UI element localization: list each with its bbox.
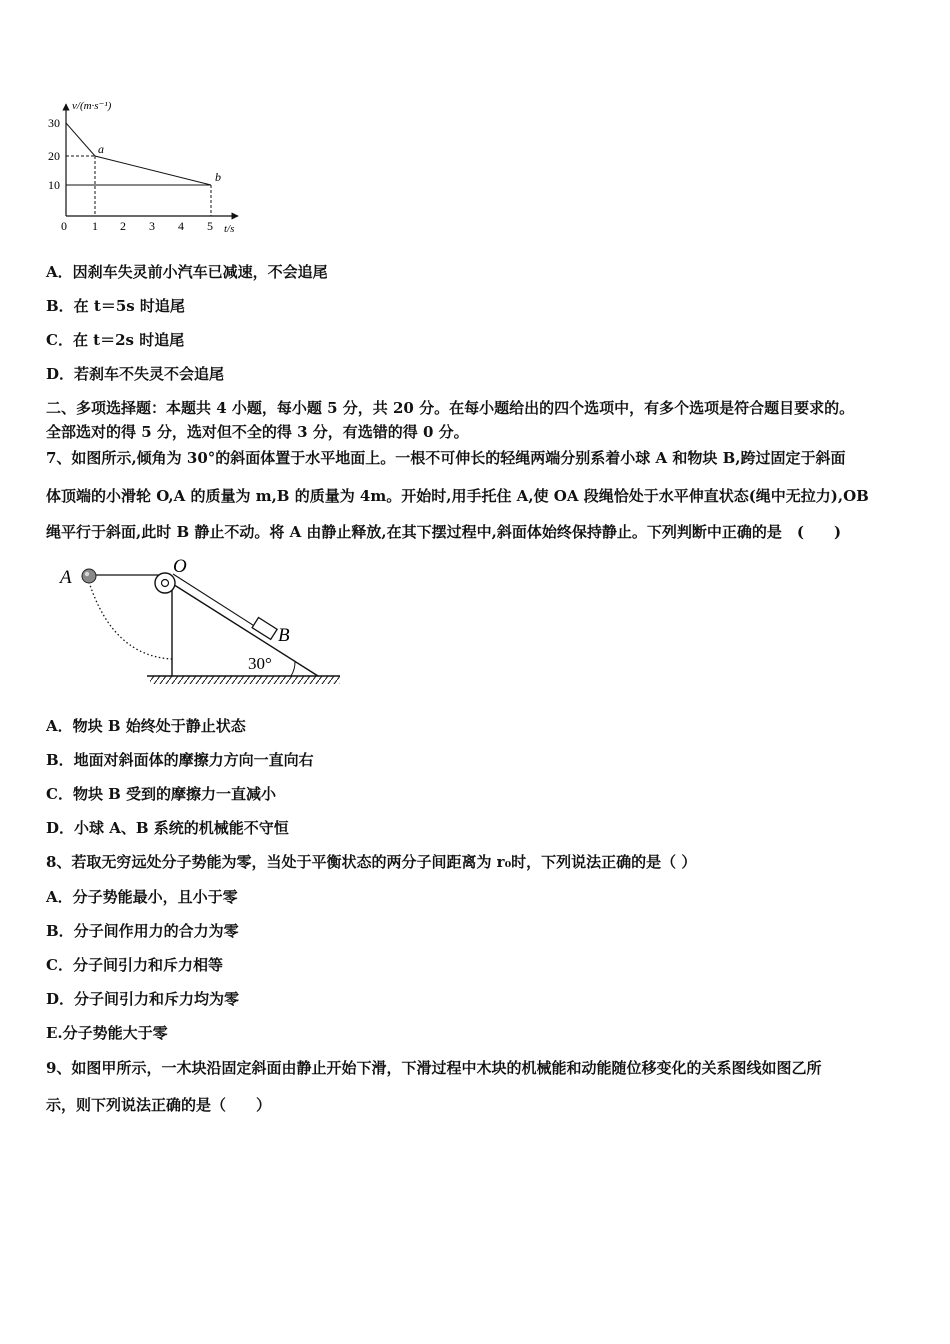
section-2-scoring: 全部选对的得 5 分，选对但不全的得 3 分，有选错的得 0 分。: [46, 423, 469, 441]
q7-option-a: A．物块 B 始终处于静止状态: [46, 717, 246, 735]
q7-stem-line1: 7、如图所示,倾角为 30°的斜面体置于水平地面上。一根不可伸长的轻绳两端分别系着小球 A 和物块 B,跨过固定于斜面: [46, 449, 846, 467]
incline-pulley-figure: [55, 552, 350, 692]
q8-option-d: D．分子间引力和斥力均为零: [46, 990, 240, 1008]
q6-option-d: D．若刹车不失灵不会追尾: [46, 365, 225, 383]
q9-stem-line2: 示，则下列说法正确的是（ ）: [46, 1096, 272, 1114]
label-a: A: [60, 567, 72, 588]
x-tick-3: 3: [149, 219, 155, 233]
swing-arc: [89, 582, 172, 659]
q7-option-d: D．小球 A、B 系统的机械能不守恒: [46, 819, 289, 837]
q8-option-c: C．分子间引力和斥力相等: [46, 956, 223, 974]
ball-a: [82, 569, 96, 583]
line-car-decel: [66, 123, 211, 185]
y-tick-20: 20: [48, 149, 60, 163]
y-axis-label: v/(m·s⁻¹): [72, 100, 112, 112]
point-b-label: b: [215, 170, 221, 184]
q7-stem-line2: 体顶端的小滑轮 O,A 的质量为 m,B 的质量为 4m。开始时,用手托住 A,使 OA 段绳恰处于水平伸直状态(绳中无拉力),OB: [46, 487, 869, 505]
q8-stem: 8、若取无穷远处分子势能为零，当处于平衡状态的两分子间距离为 r₀时，下列说法正确的是（ ）: [46, 853, 697, 871]
y-tick-10: 10: [48, 178, 60, 192]
section-2-heading: 二、多项选择题：本题共 4 小题，每小题 5 分，共 20 分。在每小题给出的四个选项中，有多个选项是符合题目要求的。: [46, 399, 855, 417]
angle-arc: [291, 661, 295, 676]
ground-hatch: [150, 676, 340, 684]
x-axis-label: t/s: [224, 223, 235, 235]
x-tick-1: 1: [92, 219, 98, 233]
velocity-time-graph: [40, 92, 250, 242]
q7-option-c: C．物块 B 受到的摩擦力一直减小: [46, 785, 277, 803]
y-tick-30: 30: [48, 116, 60, 130]
ball-highlight: [85, 572, 89, 576]
q8-option-e: E.分子势能大于零: [46, 1024, 168, 1042]
rope-ob: [173, 574, 256, 627]
q7-stem-line3: 绳平行于斜面,此时 B 静止不动。将 A 由静止释放,在其下摆过程中,斜面体始终保持静止。下列判断中正确的是 ( ): [46, 523, 842, 541]
x-tick-0: 0: [61, 219, 67, 233]
x-tick-2: 2: [120, 219, 126, 233]
q8-option-b: B．分子间作用力的合力为零: [46, 922, 239, 940]
x-tick-5: 5: [207, 219, 213, 233]
label-o: O: [173, 556, 187, 577]
angle-label: 30°: [248, 654, 272, 673]
x-tick-4: 4: [178, 219, 184, 233]
point-a-label: a: [98, 142, 104, 156]
q7-option-b: B．地面对斜面体的摩擦力方向一直向右: [46, 751, 314, 769]
q9-stem-line1: 9、如图甲所示，一木块沿固定斜面由静止开始下滑，下滑过程中木块的机械能和动能随位移变化的关系图线如图乙所: [46, 1059, 822, 1077]
q6-option-c: C．在 t＝2s 时追尾: [46, 331, 185, 349]
q6-option-a: A．因刹车失灵前小汽车已减速，不会追尾: [46, 263, 328, 281]
pulley-axle: [162, 580, 169, 587]
q6-option-b: B．在 t＝5s 时追尾: [46, 297, 185, 315]
label-b: B: [278, 625, 290, 646]
q8-option-a: A．分子势能最小，且小于零: [46, 888, 238, 906]
